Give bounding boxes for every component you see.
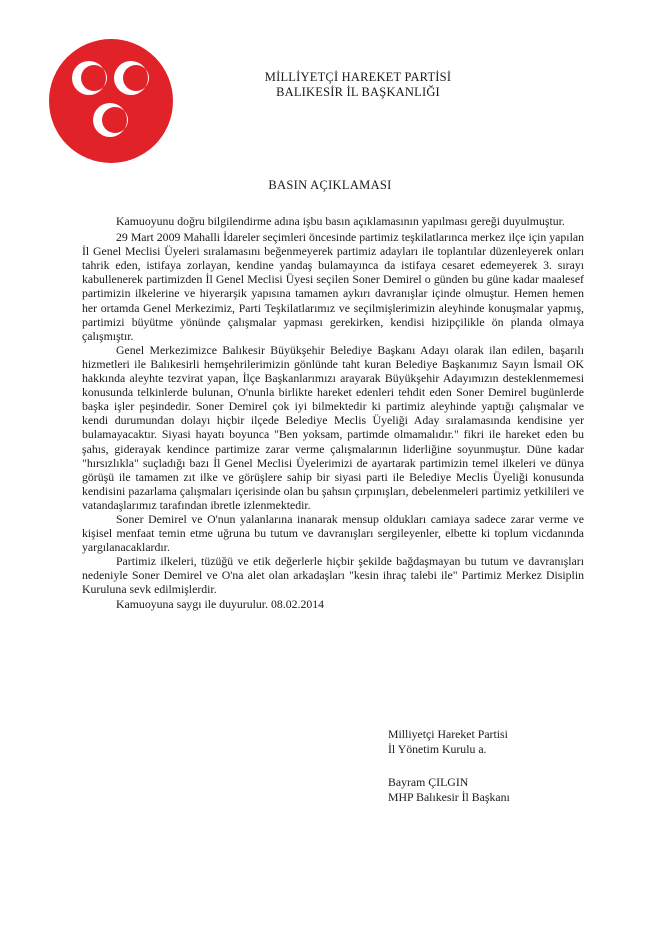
signature-body: İl Yönetim Kurulu a.: [388, 742, 487, 756]
party-name: MİLLİYETÇİ HAREKET PARTİSİ: [264, 70, 452, 84]
document-title: BASIN AÇIKLAMASI: [268, 178, 392, 192]
three-crescents-logo: [48, 38, 174, 164]
paragraph: Kamuoyunu doğru bilgilendirme adına işbu basın açıklamasının yapılması gereği duyulmuştur.: [116, 214, 565, 228]
paragraph: Genel Merkezimizce Balıkesir Büyükşehir Belediye Başkanı Adayı olarak ilan edilen, başarılı hizmetleri ile Balıkesirli hemşehrilerimizin gönlünde taht kuran Belediye Başkanımız Sayın İsmail OK hakkında aleyhte tezvirat yapan, İlçe Başkanlarımızı arayarak Büyükşehir Adayımızın desteklenmemesi konusunda telkinlerde bulunan, O'nunla birlikte hareket edenleri tehdit eden Soner Demirel bugünlerde başka işler peşindedir. Soner Demirel çok iyi bilmektedir ki partimiz aleyhinde yaptığı çalışmalar ve kendi durumundan dolayı hiçbir ilçede Belediye Meclis Üyeliği Aday sıralamasında kendisine yer bulamayacaktır. Siyasi hayatı boyunca "Ben yoksam, partimde olmamalıdır." fikri ile hareket eden bu şahıs, giderayak kendince partimize zarar verme çalışmalarının liderliğine soyunmuştur. Düne kadar "hırsızlıkla" suçladığı bazı İl Genel Meclisi Üyelerimizi de ayartarak partimizin temel ilkeleri ve dünya görüşü ile tamamen zıt ilke ve görüşlere sahip bir siyasi parti ile Belediye Meclis Üyeliği konusunda kendisini pazarlama çalışmaları içerisinde olan bu şahsın çırpınışları, debelenmeleri partimiz yetkilileri ve vatandaşlarımız tarafından ibretle izlenmektedir.: [82, 342, 584, 512]
letterhead: [228, 70, 488, 100]
document-body: [82, 214, 584, 611]
office-name: BALIKESİR İL BAŞKANLIĞI: [276, 85, 440, 99]
signature-block: [388, 727, 588, 805]
signature-org: Milliyetçi Hareket Partisi: [388, 727, 508, 741]
paragraph: Kamuoyuna saygı ile duyurulur. 08.02.2014: [116, 596, 325, 611]
signature-name: Bayram ÇILGIN: [388, 775, 469, 789]
signature-role: MHP Balıkesir İl Başkanı: [388, 790, 510, 804]
paragraph: Partimiz ilkeleri, tüzüğü ve etik değerlerle hiçbir şekilde bağdaşmayan bu tutum ve davranışları nedeniyle Soner Demirel ve O'na alet olan arkadaşları "kesin ihraç talebi ile" Partimiz Merkez Disiplin Kuruluna sevk edilmişlerdir.: [82, 554, 584, 597]
paragraph: Soner Demirel ve O'nun yalanlarına inanarak mensup oldukları camiaya sadece zarar verme ve kişisel menfaat temin etme uğruna bu tutum ve davranışları sergileyenler, elbette ki toplum vicdanında yargılanacaklardır.: [82, 511, 584, 555]
paragraph: 29 Mart 2009 Mahalli İdareler seçimleri öncesinde partimiz teşkilatlarınca merkez ilçe için yapılan İl Genel Meclisi Üyeleri sıralamasını beğenmeyerek partimiz adayları ile toplantılar düzenleyerek onları tahrik eden, istifaya zorlayan, kendine yandaş bulamayınca da istifaya cesaret edemeyerek 3. sırayı kabullenerek partimizden İl Genel Meclisi Üyesi seçilen Soner Demirel o günden bu güne kadar maalesef partimizin ilkelerine ve hiyerarşik yapısına tamamen aykırı davranışlar içinde olmuştur. Hemen hemen her ortamda Genel Merkezimiz, Parti Teşkilatlarımız ve seçilmişlerimizin aleyhinde konuşmalar yapmış, partimizi büyütme yönünde çalışmalar yapması gerekirken, kendisi hizipçilikle ön planda olmaya çalışmıştır.: [82, 230, 584, 343]
